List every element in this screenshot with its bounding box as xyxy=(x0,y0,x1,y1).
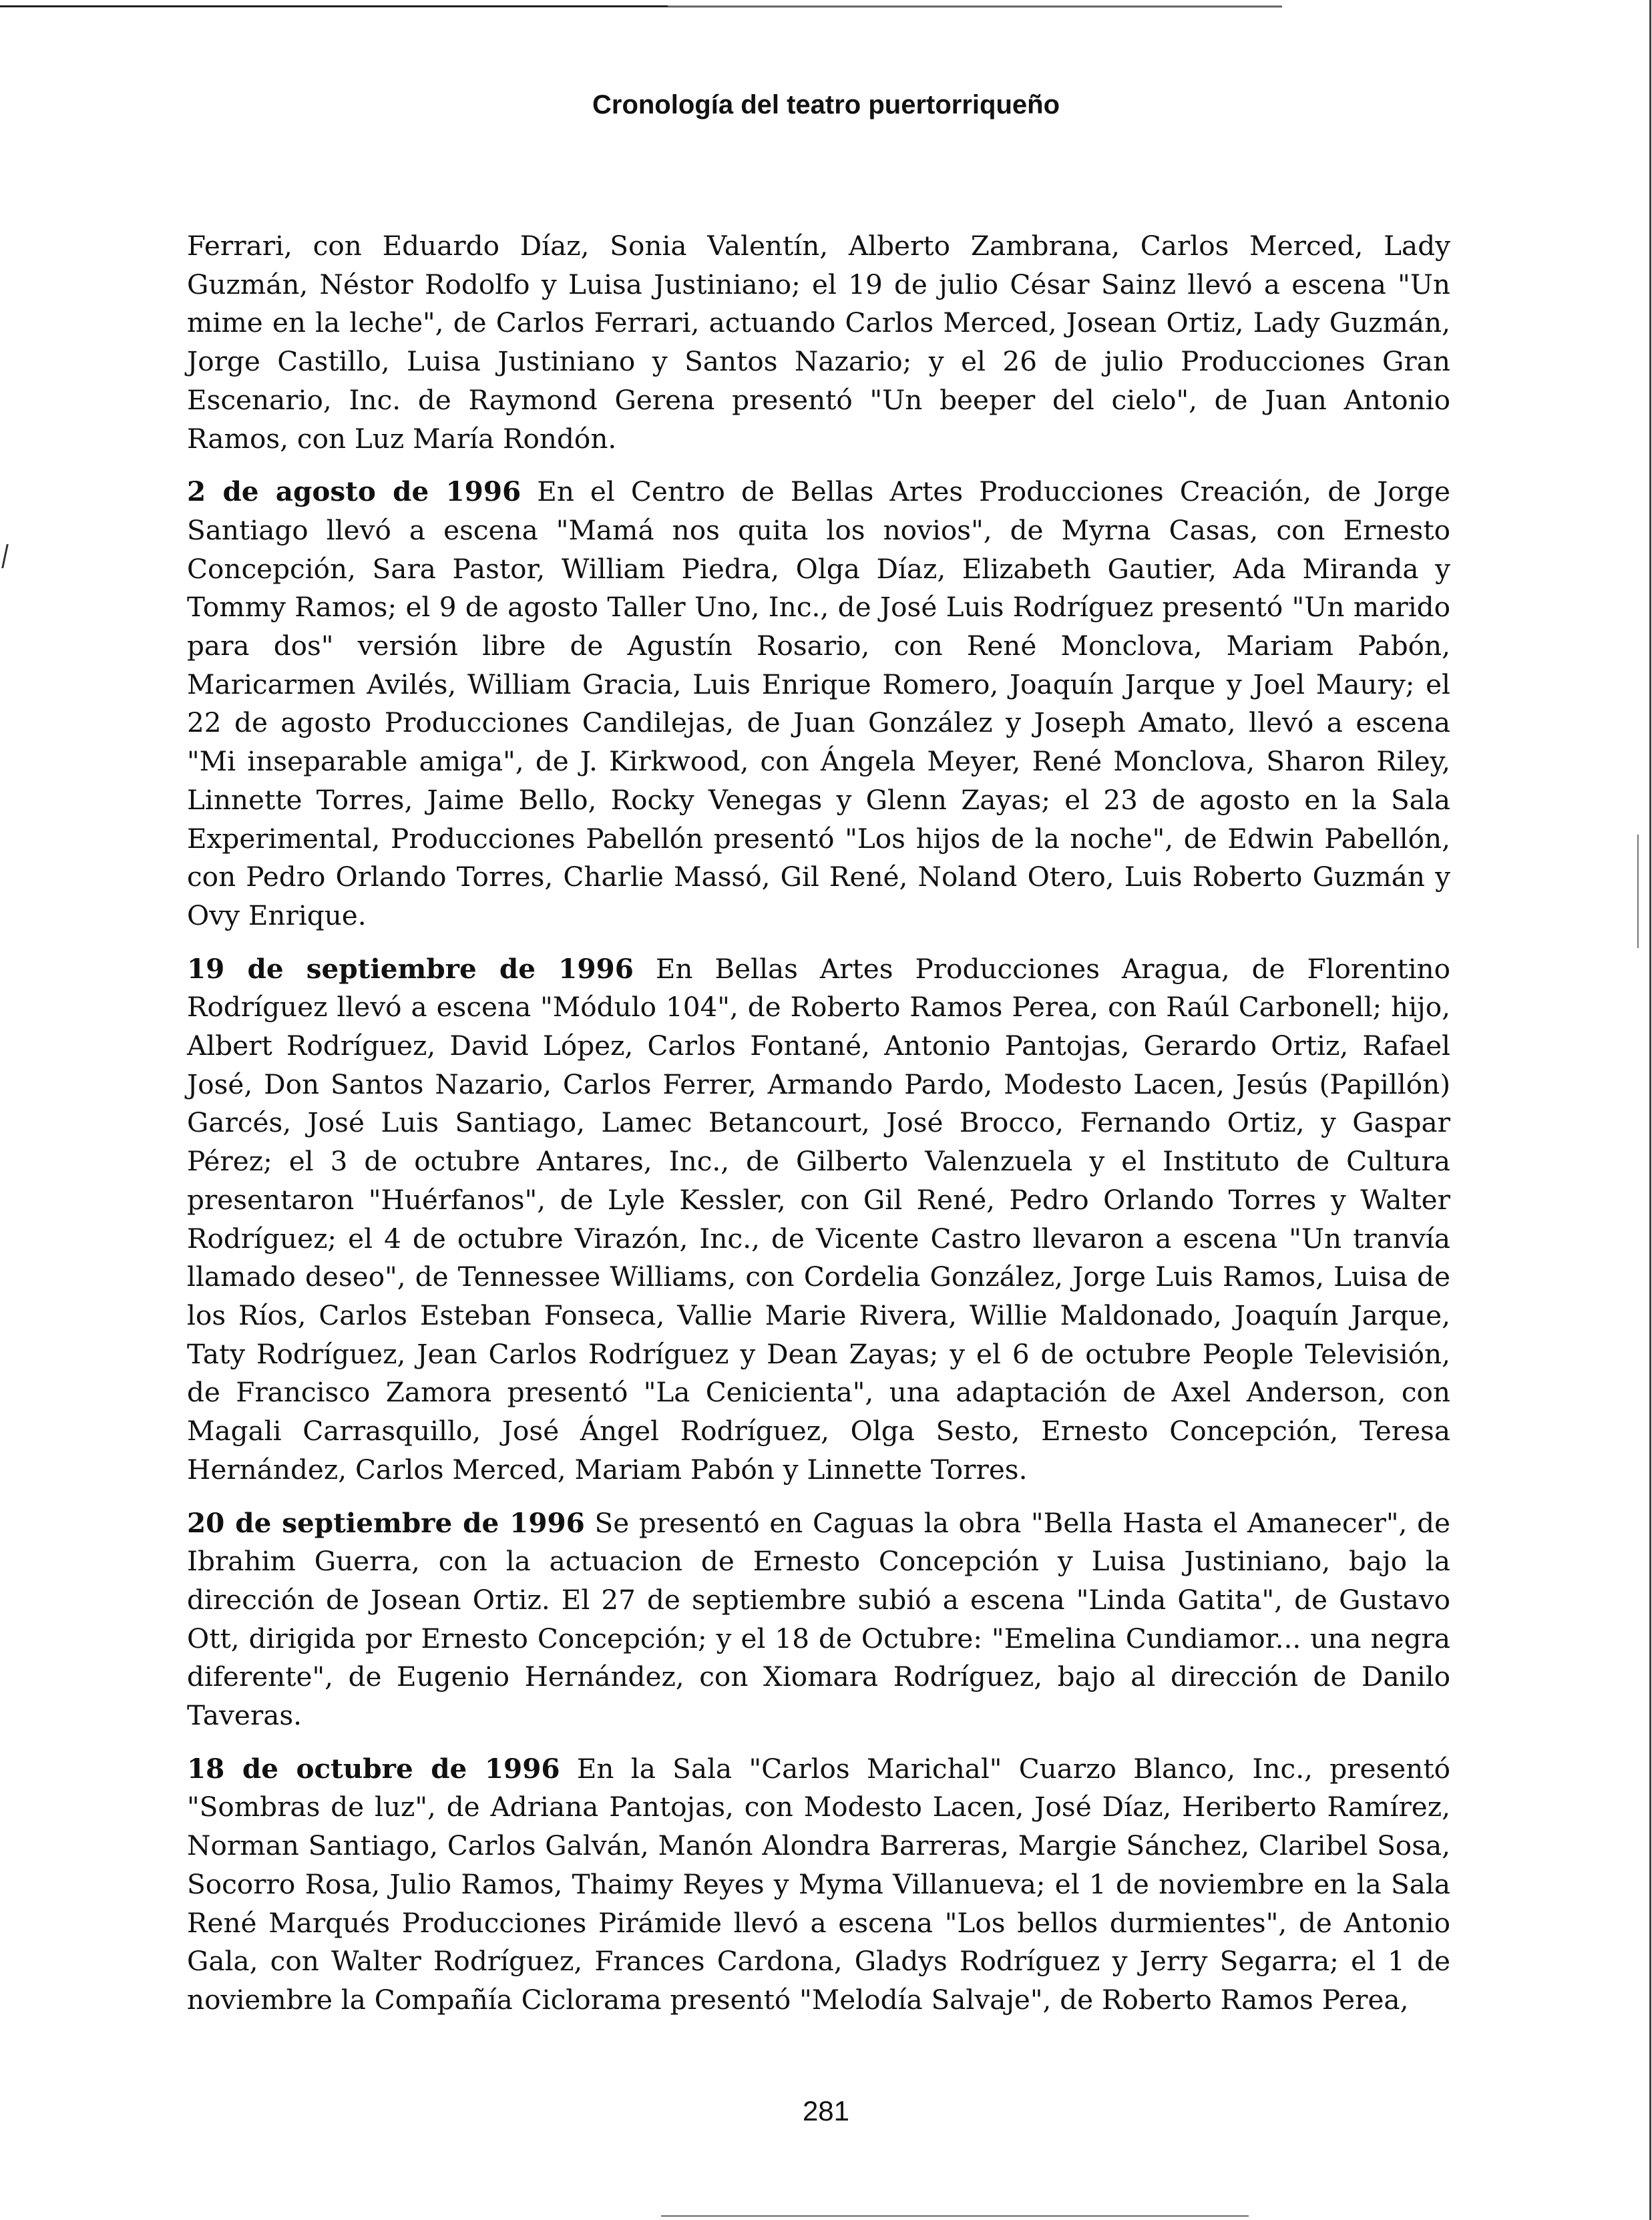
running-head: Cronología del teatro puertorriqueño xyxy=(592,90,1060,120)
bottom-scan-edge xyxy=(661,2215,1249,2217)
entry-paragraph xyxy=(187,473,1450,935)
entry-text: En la Sala "Carlos Marichal" Cuarzo Blanco, Inc., presentó "Sombras de luz", de Adriana Pantojas, con Modesto Lacen, José Díaz, Heriberto Ramírez, Norman Santiago, Carlos Galván, Manón Alondra Barreras, Margie Sánchez, Claribel Sosa, Socorro Rosa, Julio Ramos, Thaimy Reyes y Myma Villanueva; el 1 de noviembre en la Sala René Marqués Producciones Pirámide llevó a escena "Los bellos durmientes", de Antonio Gala, con Walter Rodríguez, Frances Cardona, Gladys Rodríguez y Jerry Segarra; el 1 de noviembre la Compañía Ciclorama presentó "Melodía Salvaje", de Roberto Ramos Perea, xyxy=(187,1752,1450,2016)
entry-text: En el Centro de Bellas Artes Producciones Creación, de Jorge Santiago llevó a escena "Mamá nos quita los novios", de Myrna Casas, con Ernesto Concepción, Sara Pastor, William Piedra, Olga Díaz, Elizabeth Gautier, Ada Miranda y Tommy Ramos; el 9 de agosto Taller Uno, Inc., de José Luis Rodríguez presentó "Un marido para dos" versión libre de Agustín Rosario, con René Monclova, Mariam Pabón, Maricarmen Avilés, William Gracia, Luis Enrique Romero, Joaquín Jarque y Joel Maury; el 22 de agosto Producciones Candilejas, de Juan González y Joseph Amato, llevó a escena "Mi inseparable amiga", de J. Kirkwood, con Ángela Meyer, René Monclova, Sharon Riley, Linnette Torres, Jaime Bello, Rocky Venegas y Glenn Zayas; el 23 de agosto en la Sala Experimental, Producciones Pabellón presentó "Los hijos de la noche", de Edwin Pabellón, con Pedro Orlando Torres, Charlie Massó, Gil René, Noland Otero, Luis Roberto Guzmán y Ovy Enrique. xyxy=(187,475,1451,931)
entry-paragraph xyxy=(187,227,1450,458)
entry-text: En Bellas Artes Producciones Aragua, de Florentino Rodríguez llevó a escena "Módulo 104", de Roberto Ramos Perea, con Raúl Carbonell; hijo, Albert Rodríguez, David López, Carlos Fontané, Antonio Pantojas, Gerardo Ortiz, Rafael José, Don Santos Nazario, Carlos Ferrer, Armando Pardo, Modesto Lacen, Jesús (Papillón) Garcés, José Luis Santiago, Lamec Betancourt, José Brocco, Fernando Ortiz, y Gaspar Pérez; el 3 de octubre Antares, Inc., de Gilberto Valenzuela y el Instituto de Cultura presentaron "Huérfanos", de Lyle Kessler, con Gil René, Pedro Orlando Torres y Walter Rodríguez; el 4 de octubre Virazón, Inc., de Vicente Castro llevaron a escena "Un tranvía llamado deseo", de Tennessee Williams, con Cordelia González, Jorge Luis Ramos, Luisa de los Ríos, Carlos Esteban Fonseca, Vallie Marie Rivera, Willie Maldonado, Joaquín Jarque, Taty Rodríguez, Jean Carlos Rodríguez y Dean Zayas; y el 6 de octubre People Televisión, de Francisco Zamora presentó "La Cenicienta", una adaptación de Axel Anderson, con Magali Carrasquillo, José Ángel Rodríguez, Olga Sesto, Ernesto Concepción, Teresa Hernández, Carlos Merced, Mariam Pabón y Linnette Torres. xyxy=(187,952,1450,1486)
entry-paragraph xyxy=(187,950,1450,1490)
entry-text: Se presentó en Caguas la obra "Bella Hasta el Amanecer", de Ibrahim Guerra, con la actuacion de Ernesto Concepción y Luisa Justiniano, bajo la dirección de Josean Ortiz. El 27 de septiembre subió a escena "Linda Gatita", de Gustavo Ott, dirigida por Ernesto Concepción; y el 18 de Octubre: "Emelina Cundiamor... una negra diferente", de Eugenio Hernández, con Xiomara Rodríguez, bajo al dirección de Danilo Taveras. xyxy=(187,1506,1450,1732)
entry-date: 2 de agosto de 1996 xyxy=(187,475,522,508)
entry-date: 19 de septiembre de 1996 xyxy=(187,952,634,985)
page-number: 281 xyxy=(802,2095,850,2127)
body-text xyxy=(187,227,1450,2034)
entry-text: Ferrari, con Eduardo Díaz, Sonia Valentín, Alberto Zambrana, Carlos Merced, Lady Guzmán, Néstor Rodolfo y Luisa Justiniano; el 19 de julio César Sainz llevó a escena "Un mime en la leche", de Carlos Ferrari, actuando Carlos Merced, Josean Ortiz, Lady Guzmán, Jorge Castillo, Luisa Justiniano y Santos Nazario; y el 26 de julio Producciones Gran Escenario, Inc. de Raymond Gerena presentó "Un beeper del cielo", de Juan Antonio Ramos, con Luz María Rondón. xyxy=(187,230,1450,455)
right-scan-edge xyxy=(1649,0,1651,2220)
right-margin-mark xyxy=(1637,835,1639,948)
left-margin-mark xyxy=(1,544,9,568)
entry-paragraph xyxy=(187,1750,1450,2020)
entry-date: 20 de septiembre de 1996 xyxy=(187,1506,585,1539)
entry-date: 18 de octubre de 1996 xyxy=(187,1752,560,1785)
top-scan-edge-faint xyxy=(668,5,1282,7)
entry-paragraph xyxy=(187,1504,1450,1735)
